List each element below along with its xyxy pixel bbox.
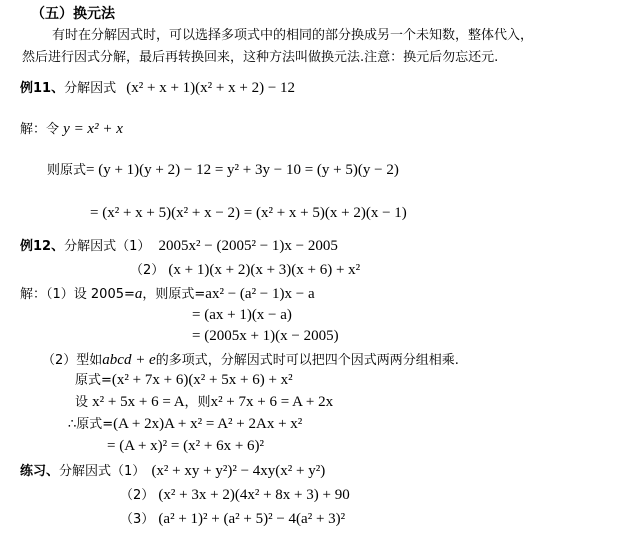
example-11-label: 例11、: [20, 81, 65, 96]
example-12-part-2: [130, 262, 360, 279]
example-12-label: 例12、: [20, 239, 65, 254]
example-12-solution-2-line-2: [75, 394, 333, 411]
example-12-solution-2-l4-expr: = (A + x)² = (x² + 6x + 6)²: [107, 438, 265, 454]
example-12-solution-1-line-2: [192, 307, 292, 324]
practice-label: 练习、: [20, 464, 60, 479]
example-12-solution-1-mid: ，则原式=: [142, 287, 206, 302]
example-12-heading: [20, 238, 338, 255]
example-11-substitution-expr: y = x² + x: [63, 121, 123, 137]
example-12-solution-2-l3-label: ∴原式=: [68, 417, 114, 432]
example-12-solution-2-intro: [42, 352, 459, 369]
example-12-solution-2-line-3: [68, 416, 302, 433]
example-12-solution-2-intro-expr: abcd + e: [102, 352, 156, 368]
example-12-solution-1-step-2: = (ax + 1)(x − a): [192, 307, 292, 323]
example-12-solution-1-expr: ax² − (a² − 1)x − a: [205, 286, 315, 302]
example-12-solution-2-l1-label: 原式=: [75, 373, 112, 388]
example-12-expression-1: 2005x² − (2005² − 1)x − 2005: [158, 238, 338, 254]
example-11-step-2: [90, 205, 407, 222]
example-11-step-2-expr: = (x² + x + 5)(x² + x − 2) = (x² + x + 5)(x + 2)(x − 1): [90, 205, 407, 221]
intro-line-2: 然后进行因式分解，最后再转换回来，这种方法叫做换元法.注意：换元后勿忘还元.: [22, 50, 499, 65]
section-title: （五）换元法: [31, 6, 115, 22]
intro-line-1: 有时在分解因式时，可以选择多项式中的相同的部分换成另一个未知数，整体代入，: [52, 28, 534, 43]
practice-part-2: [120, 487, 350, 504]
example-11-step-1-expr: = (y + 1)(y + 2) − 12 = y² + 3y − 10 = (y + 5)(y − 2): [86, 162, 399, 178]
example-12-solution-2-l1-expr: (x² + 7x + 6)(x² + 5x + 6) + x²: [111, 372, 293, 388]
practice-heading: [20, 463, 325, 480]
example-12-solution-2-line-1: [75, 372, 293, 389]
example-12-solution-1-line-1: [20, 286, 315, 303]
example-11-expression: (x² + x + 1)(x² + x + 2) − 12: [126, 80, 296, 96]
practice-lead: 分解因式（1）: [59, 464, 146, 479]
practice-lead-3: （3）: [120, 512, 155, 527]
example-12-solution-2-l2-label: 设: [75, 395, 89, 410]
example-12-lead-2: （2）: [130, 263, 165, 278]
practice-expression-2: (x² + 3x + 2)(4x² + 8x + 3) + 90: [158, 487, 350, 503]
example-12-lead: 分解因式（1）: [64, 239, 151, 254]
example-12-solution-2-l2-b: x² + 7x + 6 = A + 2x: [210, 394, 334, 410]
practice-expression-1: (x² + xy + y²)² − 4xy(x² + y²): [151, 463, 326, 479]
example-11-lead: 分解因式: [64, 81, 117, 96]
example-12-solution-2-line-4: [107, 438, 264, 455]
example-12-expression-2: (x + 1)(x + 2)(x + 3)(x + 6) + x²: [168, 262, 361, 278]
example-11-step-1: [47, 162, 399, 179]
example-11-substitution: [20, 121, 123, 138]
example-11-step-1-label: 则原式: [47, 163, 87, 178]
example-12-solution-1-step-3: = (2005x + 1)(x − 2005): [192, 328, 339, 344]
example-12-solution-1-label: 解：（1）设 2005=: [20, 287, 135, 302]
example-12-solution-2-intro-b: 的多项式，分解因式时可以把四个因式两两分组相乘.: [155, 353, 459, 368]
example-12-solution-1-a: a: [134, 286, 143, 302]
example-12-solution-1-line-3: [192, 328, 339, 345]
practice-part-3: [120, 511, 345, 528]
practice-expression-3: (a² + 1)² + (a² + 5)² − 4(a² + 3)²: [158, 511, 346, 527]
practice-lead-2: （2）: [120, 488, 155, 503]
example-11-solution-label: 解：令: [20, 122, 60, 137]
example-12-solution-2-l2-mid: ，则: [184, 395, 211, 410]
example-11-heading: [20, 80, 295, 97]
example-12-solution-2-intro-a: （2）型如: [42, 353, 103, 368]
example-12-solution-2-l2-a: x² + 5x + 6 = A: [92, 394, 185, 410]
example-12-solution-2-l3-expr: (A + 2x)A + x² = A² + 2Ax + x²: [113, 416, 303, 432]
